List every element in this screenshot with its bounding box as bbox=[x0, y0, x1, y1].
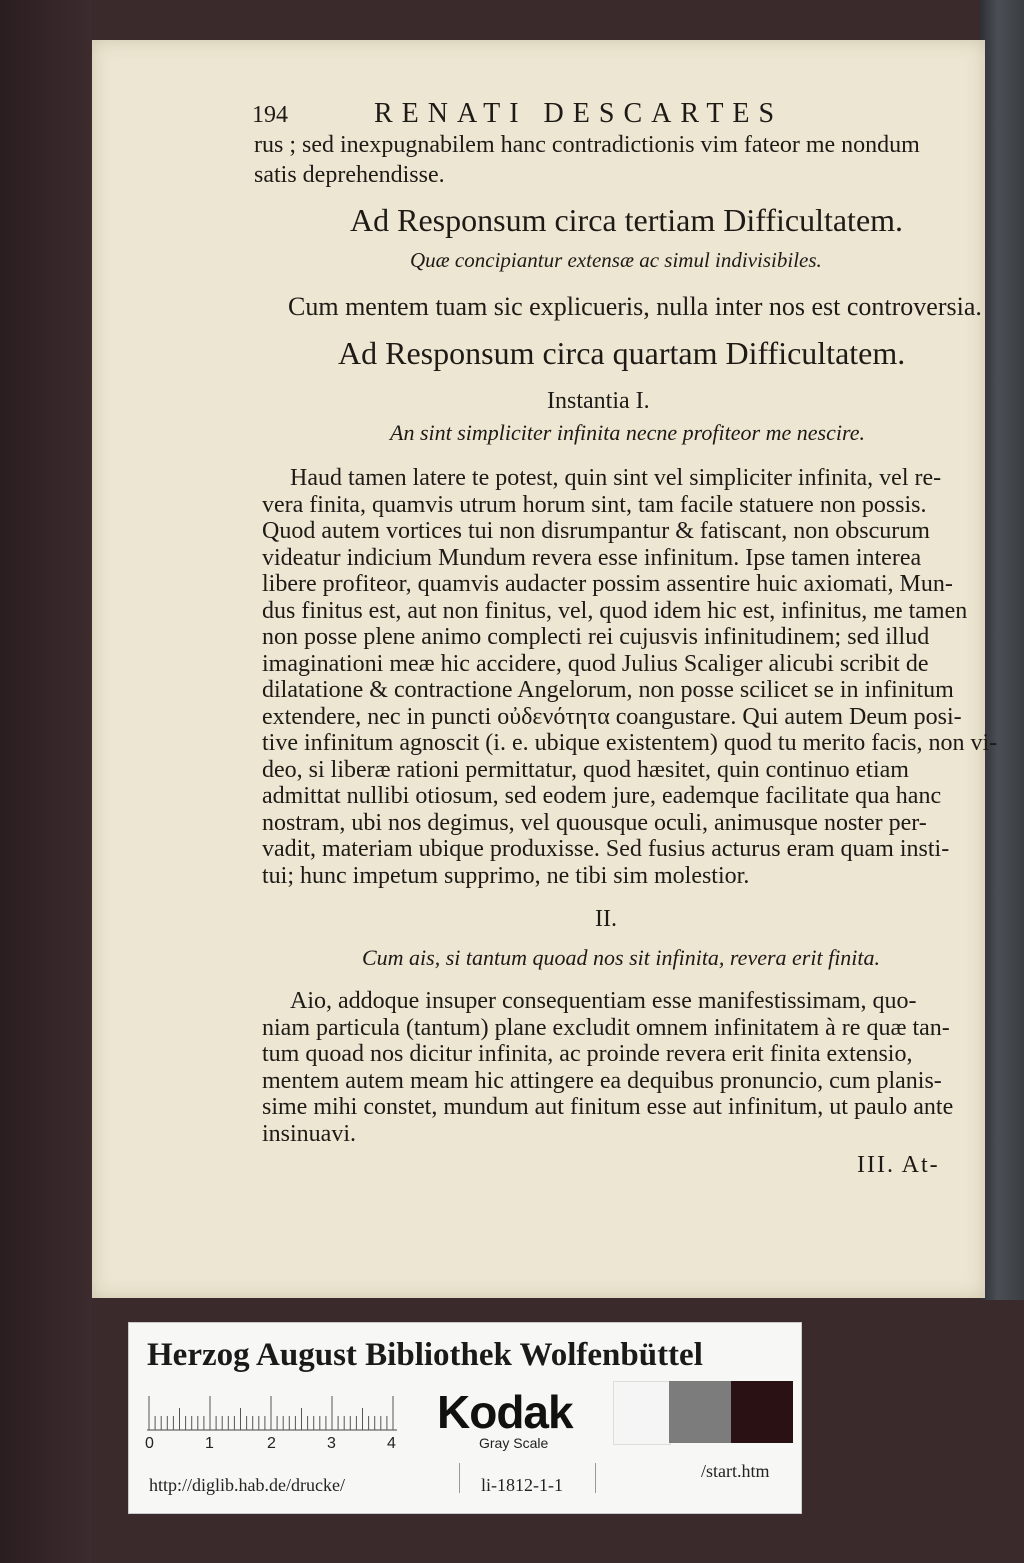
section-subheading: An sint simpliciter infinita necne profiteor me nescire. bbox=[390, 420, 865, 445]
text-line: extendere, nec in puncti οὐδενότητα coangustare. Qui autem Deum posi- bbox=[262, 703, 962, 730]
text-line: Cum mentem tuam sic explicueris, nulla inter nos est controversia. bbox=[288, 292, 982, 321]
ruler-number: 0 bbox=[145, 1435, 154, 1452]
ruler-number: 3 bbox=[327, 1435, 336, 1452]
running-head bbox=[252, 98, 783, 130]
text-line: mentem autem meam hic attingere ea dequibus pronuncio, cum planis- bbox=[262, 1067, 942, 1094]
gray-swatch-mid bbox=[669, 1381, 731, 1443]
label-url-right: /start.htm bbox=[701, 1461, 770, 1481]
text-line: admittat nullibi otiosum, sed eodem jure, eademque facilitate qua hanc bbox=[262, 783, 942, 809]
text-line: vadit, materiam ubique produxisse. Sed fusius acturus eram quam insti- bbox=[262, 836, 950, 862]
section-heading: Ad Responsum circa tertiam Difficultatem. bbox=[350, 202, 904, 238]
instantia-label: Instantia I. bbox=[547, 388, 650, 414]
text-line: Quod autem vortices tui non disrumpantur & fatiscant, non obscurum bbox=[262, 518, 930, 544]
text-line: dilatatione & contractione Angelorum, non posse scilicet se in infinitum bbox=[262, 677, 954, 703]
section-heading: Ad Responsum circa quartam Difficultatem. bbox=[338, 335, 906, 371]
library-name: Herzog August Bibliothek Wolfenbüttel bbox=[147, 1337, 703, 1373]
book-page bbox=[92, 40, 998, 1298]
text-line: Haud tamen latere te potest, quin sint vel simpliciter infinita, vel re- bbox=[290, 465, 942, 491]
text-line: dus finitus est, aut non finitus, vel, quod idem hic est, infinitus, me tamen bbox=[262, 597, 968, 624]
text-line: videatur indicium Mundum revera esse infinitum. Ipse tamen interea bbox=[262, 544, 922, 571]
section-subheading: Cum ais, si tantum quoad nos sit infinita, revera erit finita. bbox=[362, 945, 881, 970]
ruler-number: 2 bbox=[267, 1435, 276, 1452]
text-line: Aio, addoque insuper consequentiam esse manifestissimam, quo- bbox=[290, 988, 917, 1014]
ruler-scale bbox=[147, 1395, 407, 1431]
gray-swatch-dark bbox=[731, 1381, 793, 1443]
text-line: libere profiteor, quamvis audacter possim assentire huic axiomati, Mun- bbox=[262, 571, 953, 597]
label-code: li-1812-1-1 bbox=[481, 1475, 563, 1495]
text-line: deo, si liberæ rationi permittatur, quod hæsitet, quin continuo etiam bbox=[262, 756, 909, 783]
instantia-label: II. bbox=[595, 906, 617, 932]
text-line: tive infinitum agnoscit (i. e. ubique existentem) quod tu merito facis, non vi- bbox=[262, 730, 998, 756]
text-line: rus ; sed inexpugnabilem hanc contradictionis vim fateor me nondum bbox=[254, 132, 920, 158]
label-divider bbox=[459, 1463, 460, 1493]
section-subheading: Quæ concipiantur extensæ ac simul indivisibiles. bbox=[410, 248, 822, 272]
catchword: III. At- bbox=[857, 1152, 940, 1178]
ruler-number: 4 bbox=[387, 1435, 396, 1452]
text-line: sime mihi constet, mundum aut finitum esse aut infinitum, ut paulo ante bbox=[262, 1094, 954, 1120]
library-label-card bbox=[128, 1322, 802, 1514]
text-line: tui; hunc impetum supprimo, ne tibi sim molestior. bbox=[262, 862, 750, 889]
text-line: niam particula (tantum) plane excludit omnem infinitatem à re quæ tan- bbox=[262, 1014, 950, 1041]
text-line: tum quoad nos dicitur infinita, ac proinde revera erit finita extensio, bbox=[262, 1041, 913, 1067]
ruler-number: 1 bbox=[205, 1435, 214, 1452]
gray-swatch-white bbox=[613, 1381, 671, 1445]
label-divider bbox=[595, 1463, 596, 1493]
running-head-title: RENATI DESCARTES bbox=[374, 98, 784, 129]
text-line: non posse plene animo complecti rei cujusvis infinitudinem; sed illud bbox=[262, 624, 930, 650]
label-url-left: http://diglib.hab.de/drucke/ bbox=[149, 1475, 345, 1495]
page-number: 194 bbox=[252, 102, 288, 128]
gray-scale-caption: Gray Scale bbox=[479, 1435, 549, 1451]
background-right bbox=[980, 0, 1024, 1300]
kodak-logo: Kodak bbox=[437, 1386, 573, 1438]
text-line: vera finita, quamvis utrum horum sint, tam facile statuere non possis. bbox=[262, 491, 927, 518]
text-line: nostram, ubi nos degimus, vel quousque oculi, animusque noster per- bbox=[262, 809, 927, 836]
text-line: satis deprehendisse. bbox=[254, 162, 445, 188]
text-line: imaginationi meæ hic accidere, quod Julius Scaliger alicubi scribit de bbox=[262, 650, 929, 677]
text-line: insinuavi. bbox=[262, 1120, 356, 1147]
background-left bbox=[0, 0, 92, 1563]
